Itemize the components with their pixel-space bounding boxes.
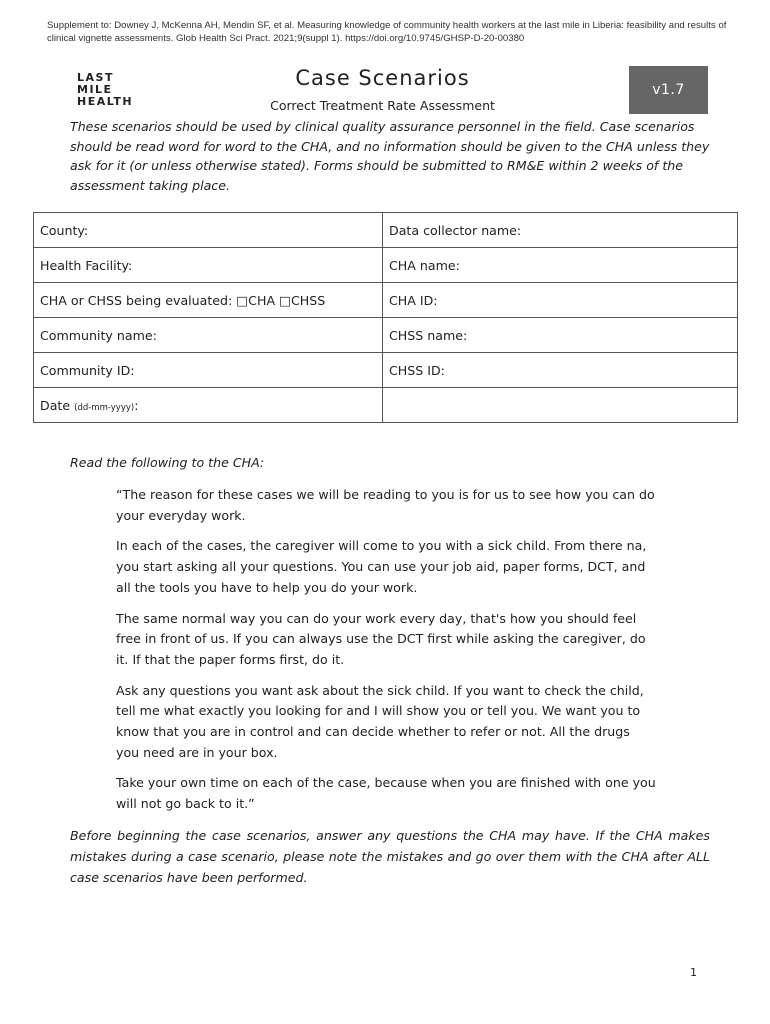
page-number: 1 [690,966,697,979]
evaluated-role-field[interactable]: CHA or CHSS being evaluated: □CHA □CHSS [34,283,383,318]
script-paragraph: “The reason for these cases we will be reading to you is for us to see how you can do your everyday work. [116,487,655,523]
table-row [34,213,738,248]
date-label: Date [40,397,71,413]
chss-id-field[interactable]: CHSS ID: [383,353,738,388]
community-id-field[interactable]: Community ID: [34,353,383,388]
page-subtitle: Correct Treatment Rate Assessment [270,98,495,113]
logo-line-3: HEALTH [77,95,134,108]
date-format-hint: (dd-mm-yyyy) [74,402,135,413]
script-paragraph: Ask any questions you want ask about the sick child. If you want to check the child, tell me what exactly you looking for and I will show you or tell you. We want you to know that you are in control and can decide whether to refer or not. All the drugs you need are in your box. [116,682,644,760]
health-facility-field[interactable]: Health Facility: [34,248,383,283]
script-paragraph: The same normal way you can do your work every day, that's how you should feel free in front of us. If you can always use the DCT first while asking the caregiver, do it. If that the paper forms first, do it. [116,610,646,667]
table-row [34,318,738,353]
intro-instructions: These scenarios should be used by clinical quality assurance personnel in the field. Case scenarios should be read word for word to the CHA, and no information should be given to the CHA unless they ask for it (or unless otherwise stated). Forms should be submitted to RM&E within 2 weeks of the assessment taking place. [70,119,710,193]
page-title: Case Scenarios [295,66,470,90]
county-field[interactable]: County: [34,213,383,248]
logo-line-1: LAST [77,71,114,84]
version-badge: v1.7 [629,66,708,114]
logo-line-2: MILE [77,83,113,96]
empty-cell[interactable] [383,388,738,423]
chss-name-field[interactable]: CHSS name: [383,318,738,353]
read-aloud-heading: Read the following to the CHA: [70,455,265,470]
last-mile-health-logo [77,72,133,108]
data-collector-field[interactable]: Data collector name: [383,213,738,248]
cha-name-field[interactable]: CHA name: [383,248,738,283]
table-row [34,353,738,388]
table-row [34,248,738,283]
script-paragraph: In each of the cases, the caregiver will come to you with a sick child. From there na, you start asking all your questions. You can use your job aid, paper forms, DCT, and all the tools you have to help you do your work. [116,538,647,595]
community-name-field[interactable]: Community name: [34,318,383,353]
date-colon: : [134,397,139,413]
date-field[interactable] [34,388,383,423]
closing-instructions: Before beginning the case scenarios, answer any questions the CHA may have. If the CHA makes mistakes during a case scenario, please note the mistakes and go over them with the CHA after ALL case scenarios have been performed. [70,828,710,885]
assessment-info-table [33,212,738,423]
read-aloud-script [116,485,656,825]
table-row [34,283,738,318]
table-row [34,388,738,423]
supplement-note: Supplement to: Downey J, McKenna AH, Mendin SF, et al. Measuring knowledge of community health workers at the last mile in Liberia: feasibility and results of clinical vignette assessments. Glob Health Sci Pract. 2021;9(suppl 1). https://doi.org/10.9745/GHSP-D-20-00380 [47,20,727,44]
script-paragraph: Take your own time on each of the case, because when you are finished with one you will not go back to it.” [116,775,656,812]
cha-id-field[interactable]: CHA ID: [383,283,738,318]
